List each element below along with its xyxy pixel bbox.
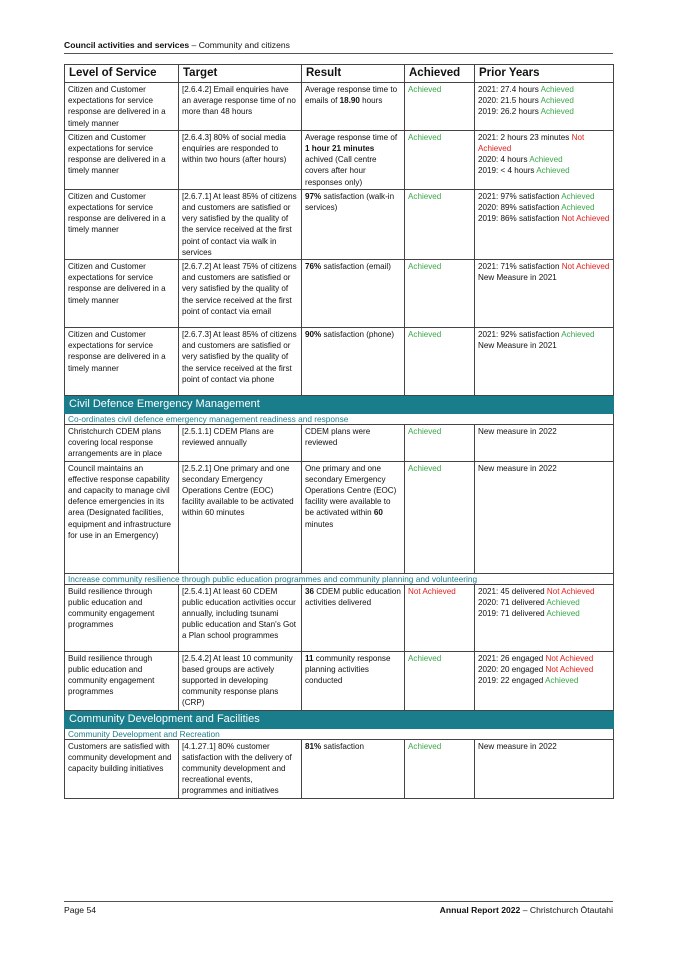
table-row [65, 130, 614, 189]
level-of-service-cell: Citizen and Customer expectations for service response are delivered in a timely manner [65, 130, 179, 189]
prior-year-text: 2020: 71 delivered [478, 597, 547, 607]
result-text: One primary and one secondary Emergency Operations Centre (EOC) facility were available to be activated within [305, 463, 397, 518]
result-text: CDEM public education activities delivered [305, 586, 401, 607]
prior-year-line [478, 741, 610, 752]
level-of-service-cell: Build resilience through public education and community engagement programmes [65, 651, 179, 710]
target-cell: [2.5.1.1] CDEM Plans are reviewed annually [179, 425, 302, 462]
prior-year-line [478, 608, 610, 619]
prior-year-status: Achieved [546, 609, 580, 619]
prior-years-cell [475, 260, 614, 328]
prior-year-text: 2021: 2 hours 23 minutes [478, 132, 572, 142]
prior-year-line [478, 106, 610, 117]
target-cell: [4.1.27.1] 80% customer satisfaction with the delivery of community development and recreational events, programmes and initiatives [179, 739, 302, 798]
result-text: Average response time to emails of [305, 85, 398, 106]
prior-year-line [478, 329, 610, 340]
subsection-heading-cdem-label: Co-ordinates civil defence emergency management readiness and response [65, 414, 614, 425]
result-cell [302, 425, 405, 462]
result-value: 90% [305, 330, 322, 340]
prior-year-line [478, 132, 610, 154]
subsection-heading-resilience-label: Increase community resilience through public education programmes and community planning and volunteering [65, 573, 614, 584]
table-row [65, 425, 614, 462]
header-section-title: Council activities and services [64, 40, 190, 50]
prior-years-cell [475, 130, 614, 189]
prior-year-line [478, 675, 610, 686]
result-value: 81% [305, 741, 322, 751]
prior-years-cell [475, 584, 614, 651]
result-text: satisfaction (phone) [321, 330, 395, 340]
header-rule [64, 53, 613, 54]
prior-year-text: 2021: 26 engaged [478, 653, 546, 663]
result-cell [302, 651, 405, 710]
prior-year-status: Not Achieved [546, 586, 595, 596]
prior-year-line [478, 426, 610, 437]
prior-year-text: New measure in 2022 [478, 463, 557, 473]
prior-year-line [478, 664, 610, 675]
level-of-service-cell: Customers are satisfied with community development and capacity building initiatives [65, 739, 179, 798]
target-cell: [2.6.7.2] At least 75% of citizens and customers are satisfied or very satisfied by the quality of the service received at the first point of contact via email [179, 260, 302, 328]
prior-year-text: New measure in 2022 [478, 427, 557, 437]
table-row [65, 739, 614, 798]
prior-year-text: 2020: 89% satisfaction [478, 203, 562, 213]
prior-year-line [478, 154, 610, 165]
page-number: Page 54 [64, 905, 97, 915]
table-row [65, 584, 614, 651]
target-cell: [2.6.4.3] 80% of social media enquiries are responded to within two hours (after hours) [179, 130, 302, 189]
service-levels-table [64, 64, 614, 799]
report-name: Annual Report 2022 [439, 905, 521, 915]
subsection-heading-cdem [65, 414, 614, 425]
achieved-status: Achieved [405, 461, 475, 573]
prior-year-status: Achieved [540, 96, 574, 106]
achieved-status: Achieved [405, 83, 475, 131]
col-header-level-of-service: Level of Service [65, 65, 179, 83]
prior-year-text: 2019: < 4 hours [478, 166, 537, 176]
prior-year-line [478, 202, 610, 213]
result-text: satisfaction (walk-in services) [305, 191, 395, 213]
result-cell [302, 189, 405, 259]
table-header-row [65, 65, 614, 83]
result-value: 60 [373, 508, 383, 518]
table-row [65, 260, 614, 328]
level-of-service-cell: Christchurch CDEM plans covering local response arrangements are in place [65, 425, 179, 462]
section-heading-community-development-label: Community Development and Facilities [65, 710, 614, 728]
result-text: community response planning activities conducted [305, 653, 391, 686]
prior-year-status: Achieved [561, 191, 595, 201]
result-cell [302, 739, 405, 798]
result-value: 11 [305, 653, 314, 663]
result-text: satisfaction [321, 741, 364, 751]
section-heading-cdem-label: Civil Defence Emergency Management [65, 396, 614, 414]
prior-year-line [478, 653, 610, 664]
prior-year-status: Achieved [540, 85, 574, 94]
col-header-result: Result [302, 65, 405, 83]
col-header-target: Target [179, 65, 302, 83]
subsection-heading-community-development [65, 728, 614, 739]
prior-year-line [478, 340, 610, 351]
prior-years-cell [475, 328, 614, 396]
achieved-status: Not Achieved [405, 584, 475, 651]
prior-year-text: New Measure in 2021 [478, 341, 557, 351]
prior-year-line [478, 597, 610, 608]
prior-year-status: Achieved [540, 107, 574, 117]
table-row [65, 189, 614, 259]
prior-year-text: 2021: 97% satisfaction [478, 191, 562, 201]
target-cell: [2.5.4.2] At least 10 community based groups are actively supported in developing community response plans (CRP) [179, 651, 302, 710]
result-cell [302, 328, 405, 396]
target-cell: [2.5.4.1] At least 60 CDEM public education activities occur annually, including tsunami public education and Stan's Got a Plan school programmes [179, 584, 302, 651]
prior-year-status: Achieved [561, 330, 595, 340]
prior-years-cell [475, 739, 614, 798]
result-text: achived (Call centre covers after hour responses only) [305, 155, 377, 187]
section-heading-cdem [65, 396, 614, 414]
result-value: 36 [305, 586, 315, 596]
prior-year-text: 2021: 92% satisfaction [478, 330, 562, 340]
achieved-status: Achieved [405, 260, 475, 328]
level-of-service-cell: Citizen and Customer expectations for service response are delivered in a timely manner [65, 189, 179, 259]
prior-year-text: 2021: 71% satisfaction [478, 262, 562, 272]
table-row [65, 328, 614, 396]
level-of-service-cell: Council maintains an effective response capability and capacity to manage civil defence emergencies in its area (Designated facilities, equipment and infrastructure for use in an Emergency) [65, 461, 179, 573]
achieved-status: Achieved [405, 651, 475, 710]
footer-rule [64, 901, 613, 902]
prior-year-status: Achieved [561, 203, 595, 213]
prior-year-text: New Measure in 2021 [478, 273, 557, 283]
level-of-service-cell: Build resilience through public education and community engagement programmes [65, 584, 179, 651]
achieved-status: Achieved [405, 328, 475, 396]
prior-year-line [478, 586, 610, 597]
prior-year-status: Achieved [545, 676, 579, 686]
prior-year-status: Not Achieved [561, 214, 610, 224]
prior-year-line [478, 95, 610, 106]
prior-years-cell [475, 83, 614, 131]
page-header [64, 40, 290, 50]
prior-year-line [478, 191, 610, 202]
result-text: CDEM plans were reviewed [305, 427, 371, 448]
achieved-status: Achieved [405, 425, 475, 462]
prior-year-status: Achieved [546, 597, 580, 607]
result-text: hours [359, 96, 383, 106]
prior-year-line [478, 272, 610, 283]
table-row [65, 651, 614, 710]
prior-year-status: Not Achieved [545, 664, 594, 674]
result-value: 1 hour 21 minutes [305, 144, 375, 154]
target-cell: [2.6.7.3] At least 85% of citizens and customers are satisfied or very satisfied by the quality of the service received at the first point of contact via phone [179, 328, 302, 396]
result-cell [302, 130, 405, 189]
result-cell [302, 260, 405, 328]
col-header-achieved: Achieved [405, 65, 475, 83]
prior-years-cell [475, 189, 614, 259]
prior-years-cell [475, 651, 614, 710]
prior-year-text: 2020: 4 hours [478, 155, 530, 165]
prior-year-line [478, 463, 610, 474]
subsection-heading-community-development-label: Community Development and Recreation [65, 728, 614, 739]
prior-years-cell [475, 425, 614, 462]
target-cell: [2.6.4.2] Email enquiries have an average response time of no more than 48 hours [179, 83, 302, 131]
result-value: 76% [305, 262, 322, 272]
result-text: Average response time of [305, 132, 398, 142]
prior-year-line [478, 213, 610, 224]
prior-year-text: New measure in 2022 [478, 741, 557, 751]
level-of-service-cell: Citizen and Customer expectations for service response are delivered in a timely manner [65, 328, 179, 396]
achieved-status: Achieved [405, 189, 475, 259]
prior-year-text: 2021: 27.4 hours [478, 85, 541, 94]
result-text: satisfaction (email) [321, 262, 391, 272]
table-row [65, 83, 614, 131]
target-cell: [2.5.2.1] One primary and one secondary Emergency Operations Centre (EOC) facility available to be activated within 60 minutes [179, 461, 302, 573]
result-cell [302, 83, 405, 131]
header-subtitle: – Community and citizens [189, 40, 290, 50]
achieved-status: Achieved [405, 739, 475, 798]
prior-year-text: 2019: 26.2 hours [478, 107, 541, 117]
target-cell: [2.6.7.1] At least 85% of citizens and customers are satisfied or very satisfied by the quality of the service received at the first point of contact via walk in services [179, 189, 302, 259]
prior-year-status: Not Achieved [561, 262, 610, 272]
prior-year-line [478, 165, 610, 176]
result-cell [302, 461, 405, 573]
prior-year-line [478, 84, 610, 95]
result-text: minutes [305, 519, 334, 529]
result-value: 18.90 [339, 96, 360, 106]
result-cell [302, 584, 405, 651]
prior-year-text: 2019: 86% satisfaction [478, 214, 562, 224]
section-heading-community-development [65, 710, 614, 728]
report-city: – Christchurch Ōtautahi [520, 905, 613, 915]
prior-year-status: Achieved [529, 155, 563, 165]
level-of-service-cell: Citizen and Customer expectations for service response are delivered in a timely manner [65, 260, 179, 328]
prior-year-line [478, 261, 610, 272]
prior-year-text: 2019: 22 engaged [478, 676, 546, 686]
prior-year-text: 2020: 20 engaged [478, 664, 546, 674]
table-row [65, 461, 614, 573]
prior-year-status: Not Achieved [478, 132, 585, 154]
prior-years-cell [475, 461, 614, 573]
footer-report-title [440, 905, 613, 915]
prior-year-status: Not Achieved [545, 653, 594, 663]
result-value: 97% [305, 191, 322, 201]
prior-year-text: 2021: 45 delivered [478, 586, 547, 596]
subsection-heading-resilience [65, 573, 614, 584]
col-header-prior-years: Prior Years [475, 65, 614, 83]
prior-year-text: 2019: 71 delivered [478, 609, 547, 619]
prior-year-status: Achieved [536, 166, 570, 176]
level-of-service-cell: Citizen and Customer expectations for service response are delivered in a timely manner [65, 83, 179, 131]
prior-year-text: 2020: 21.5 hours [478, 96, 541, 106]
achieved-status: Achieved [405, 130, 475, 189]
